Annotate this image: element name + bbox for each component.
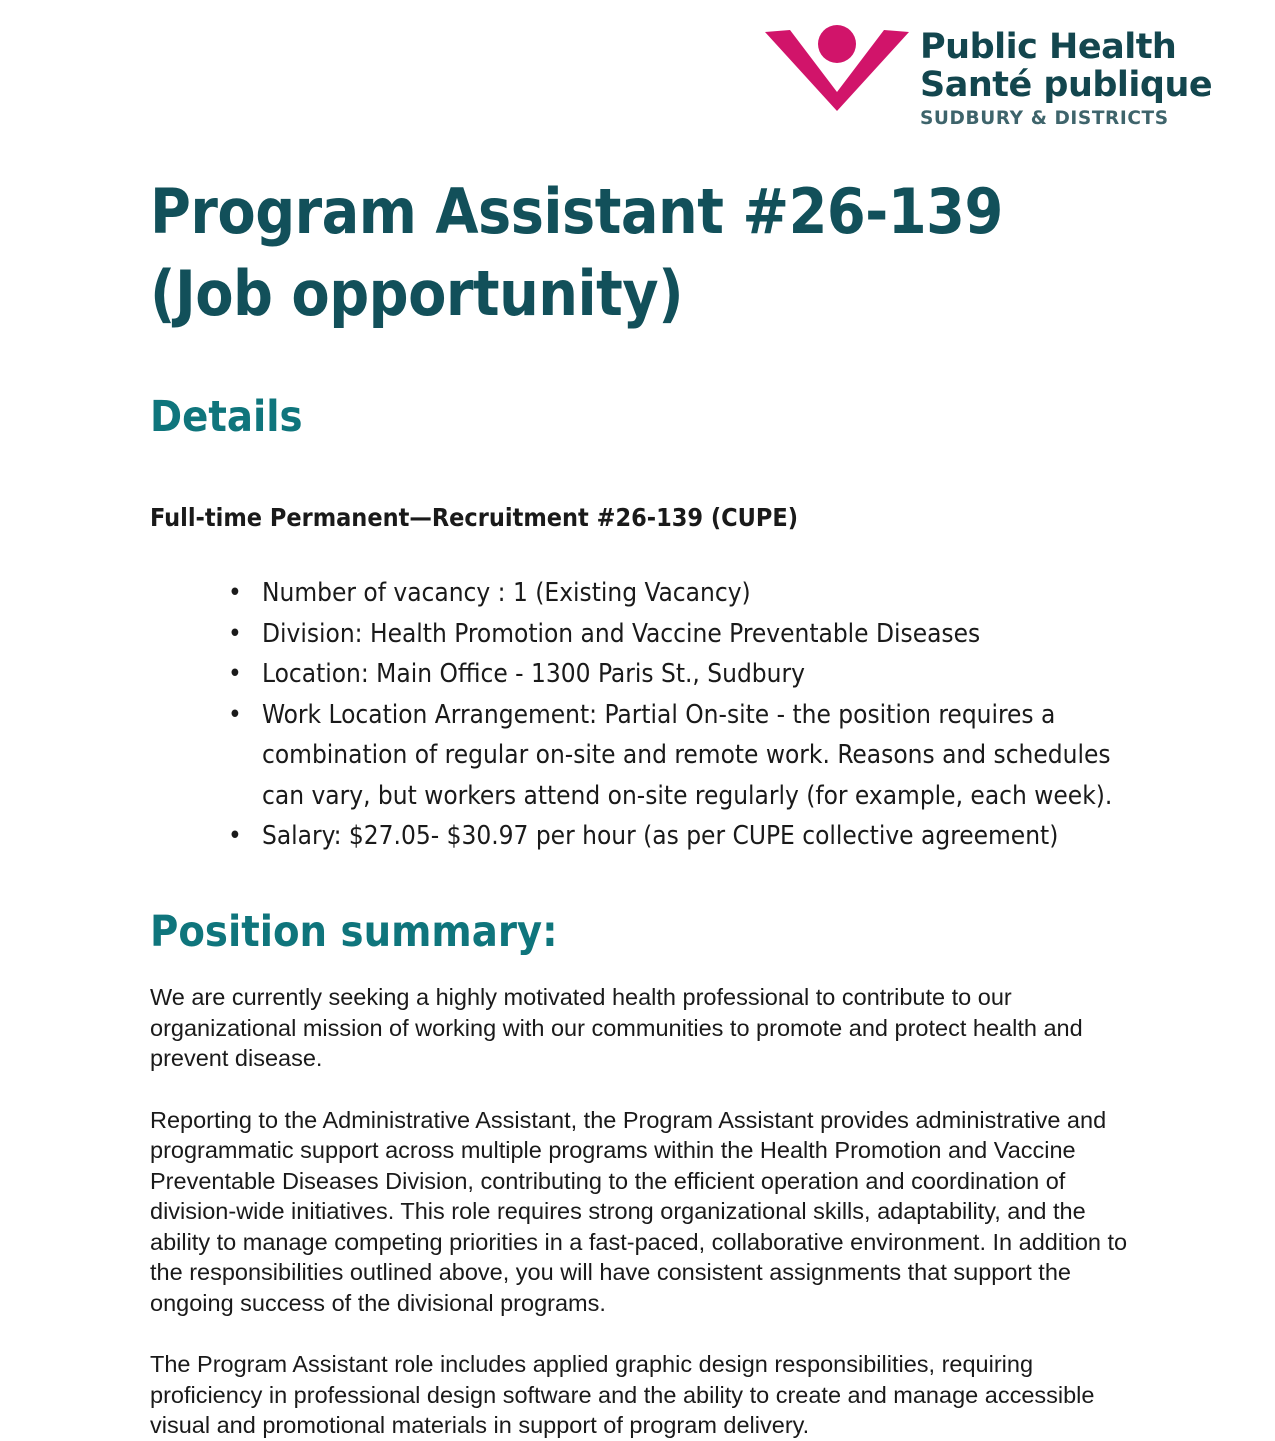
- list-item: [150, 695, 1140, 817]
- list-item-label: Location: Main Office - 1300 Paris St., Sudbury: [262, 659, 805, 690]
- bullet-icon: •: [228, 699, 242, 730]
- document-content: [150, 0, 1140, 1441]
- bullet-icon: •: [228, 578, 242, 609]
- page-title: Program Assistant #26-139 (Job opportunity): [150, 175, 1003, 331]
- paragraph: We are currently seeking a highly motivated health professional to contribute to our organizational mission of working with our communities to promote and protect health and prevent disease.: [150, 984, 1083, 1071]
- position-summary-heading: Position summary:: [150, 906, 558, 957]
- details-list: [150, 533, 1140, 857]
- list-item-label: Work Location Arrangement: Partial On-site - the position requires a combination of regular on-site and remote work. Reasons and schedules can vary, but workers attend on-site regularly (for example, each week).: [262, 699, 1113, 811]
- list-item-label: Division: Health Promotion and Vaccine Preventable Diseases: [262, 618, 981, 649]
- paragraph: The Program Assistant role includes applied graphic design responsibilities, requiring proficiency in professional design software and the ability to create and manage accessible visual and promotional materials in support of program delivery.: [150, 1351, 1095, 1438]
- bullet-icon: •: [228, 659, 242, 690]
- logo-line-english: Public Health: [920, 27, 1177, 67]
- list-item-label: Salary: $27.05- $30.97 per hour (as per CUPE collective agreement): [262, 821, 1059, 852]
- logo-line-french: Santé publique: [920, 65, 1213, 105]
- position-summary-body: [150, 956, 1140, 1441]
- bullet-icon: •: [228, 618, 242, 649]
- list-item: [150, 573, 1140, 614]
- paragraph: Reporting to the Administrative Assistant, the Program Assistant provides administrative and programmatic support across multiple programs within the Health Promotion and Vaccine Preventable Diseases Division, contributing to the efficient operation and coordination of division-wide initiatives. This role requires strong organizational skills, adaptability, and the ability to manage competing priorities in a fast-paced, collaborative environment. In addition to the responsibilities outlined above, you will have consistent assignments that support the ongoing success of the divisional programs.: [150, 1106, 1128, 1316]
- bullet-icon: •: [228, 821, 242, 852]
- recruitment-summary-line: Full-time Permanent—Recruitment #26-139 (CUPE): [150, 503, 799, 533]
- list-item: [150, 816, 1140, 857]
- list-item-label: Number of vacancy : 1 (Existing Vacancy): [262, 578, 751, 609]
- logo-line-region: SUDBURY & DISTRICTS: [920, 108, 1169, 129]
- details-heading: Details: [150, 391, 303, 442]
- list-item: [150, 654, 1140, 695]
- list-item: [150, 614, 1140, 655]
